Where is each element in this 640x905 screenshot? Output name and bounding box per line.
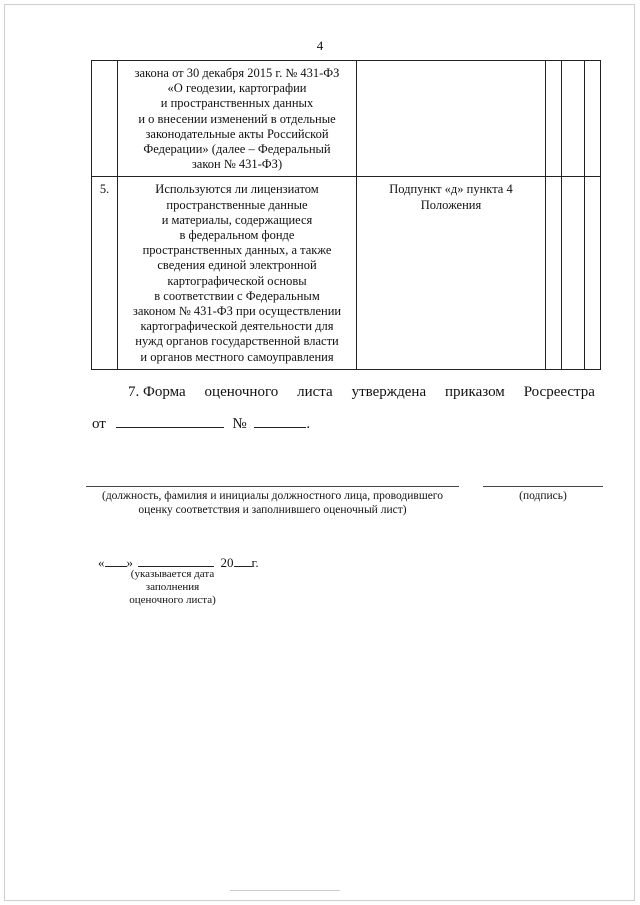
question-line: закона от 30 декабря 2015 г. № 431-ФЗ	[134, 66, 340, 80]
question-line: Используются ли лицензиатом	[155, 182, 319, 197]
answer-yes-cell[interactable]	[546, 61, 562, 177]
date-caption-line: (указывается дата заполнения	[130, 568, 215, 593]
row-number-cell: 5.	[92, 177, 118, 369]
official-caption	[86, 490, 459, 517]
end-period: .	[306, 416, 311, 432]
answer-no-cell[interactable]	[562, 61, 585, 177]
signature-field[interactable]	[483, 486, 603, 487]
year-suffix: г.	[251, 555, 259, 570]
question-line: картографической деятельности для	[140, 319, 334, 334]
question-line: закон № 431-ФЗ)	[191, 157, 283, 172]
question-line: сведения единой электронной	[157, 258, 317, 273]
paragraph-word: 7. Форма	[128, 384, 186, 400]
question-line: и органов местного самоуправления	[140, 349, 334, 364]
table-row	[92, 177, 601, 369]
paragraph-word: Росреестра	[523, 384, 595, 400]
question-line: картографической основы	[167, 273, 307, 288]
reference-cell	[357, 61, 546, 177]
year-field[interactable]	[234, 552, 252, 567]
paragraph-word: утверждена	[351, 384, 427, 400]
question-line: и пространственных данных	[160, 96, 314, 111]
paragraph-word: приказом	[444, 384, 505, 400]
paragraph-word: листа	[297, 384, 333, 400]
order-reference-line	[92, 413, 595, 433]
reference-line: Подпункт «д» пункта 4	[389, 182, 513, 197]
month-field[interactable]	[138, 552, 214, 567]
order-number-field[interactable]	[254, 413, 306, 428]
reference-line: Положения	[420, 197, 482, 212]
answer-na-cell[interactable]	[585, 177, 601, 369]
paragraph-7	[92, 384, 595, 433]
question-line: законом № 431-ФЗ при осуществлении	[132, 304, 342, 319]
signature-caption: (подпись)	[519, 490, 567, 502]
from-label: от	[92, 416, 106, 432]
paragraph-7-line	[92, 384, 595, 401]
order-date-field[interactable]	[116, 413, 224, 428]
year-prefix: 20	[220, 555, 234, 570]
question-line: пространственные данные	[166, 197, 308, 212]
row-number-cell	[92, 61, 118, 177]
question-line: «О геодезии, картографии	[167, 81, 307, 96]
question-line: Федерации» (далее – Федеральный	[143, 142, 331, 157]
assessment-table	[91, 60, 601, 370]
official-caption-line: оценку соответствия и заполнившего оценочный лист)	[138, 503, 407, 516]
question-line: нужд органов государственной власти	[135, 334, 339, 349]
question-line: законодательные акты Российской	[145, 126, 329, 141]
reference-cell	[357, 177, 546, 369]
date-caption-line: оценочного листа)	[129, 594, 216, 606]
page-number: 4	[316, 38, 324, 53]
question-line: в соответствии с Федеральным	[154, 288, 320, 303]
question-cell	[118, 177, 357, 369]
question-line: и о внесении изменений в отдельные	[138, 111, 336, 126]
open-quote: «	[98, 555, 105, 570]
answer-no-cell[interactable]	[562, 177, 585, 369]
day-field[interactable]	[105, 552, 127, 567]
bottom-mark	[230, 890, 340, 891]
paragraph-word: оценочного	[204, 384, 279, 400]
date-caption	[110, 568, 235, 607]
official-caption-line: (должность, фамилия и инициалы должностного лица, проводившего	[102, 490, 443, 502]
answer-yes-cell[interactable]	[546, 177, 562, 369]
official-name-field[interactable]	[86, 486, 459, 487]
question-line: пространственных данных, а также	[142, 243, 332, 258]
answer-na-cell[interactable]	[585, 61, 601, 177]
table-row	[92, 61, 601, 177]
question-line: в федеральном фонде	[179, 228, 295, 243]
question-cell	[118, 61, 357, 177]
question-line: и материалы, содержащиеся	[161, 212, 313, 227]
number-sign: №	[232, 416, 247, 432]
close-quote: »	[126, 555, 133, 570]
